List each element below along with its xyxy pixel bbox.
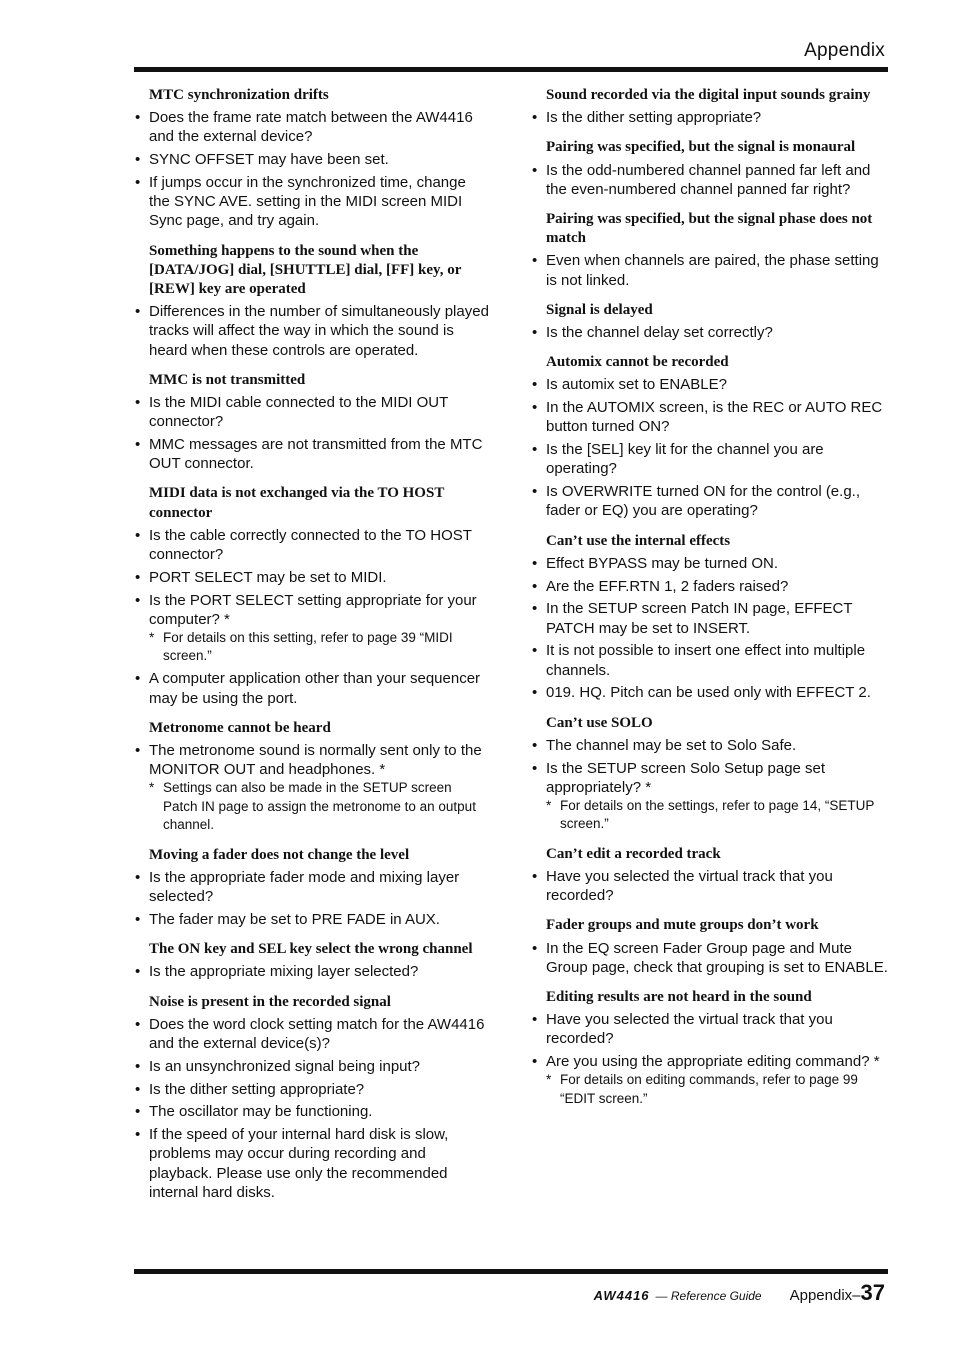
bullet-list	[149, 393, 489, 473]
section-heading: Pairing was specified, but the signal is monaural	[546, 139, 856, 156]
running-header-title: Appendix	[804, 40, 885, 61]
section-heading: The ON key and SEL key select the wrong channel	[149, 941, 473, 958]
section-heading: MIDI data is not exchanged via the TO HOST connector	[149, 485, 445, 521]
bullet-text: Are you using the appropriate editing command? *	[546, 1053, 880, 1071]
section-heading: Something happens to the sound when the [DATA/JOG] dial, [SHUTTLE] dial, [FF] key, or [REW] key are operated	[149, 242, 462, 298]
faq-section	[546, 845, 888, 906]
bullet-item	[149, 173, 489, 231]
bullet-list	[546, 323, 888, 342]
footnote-text: For details on editing commands, refer to page 99 “EDIT screen.”	[560, 1072, 858, 1106]
bullet-item	[149, 1015, 489, 1053]
faq-section	[546, 353, 888, 520]
bullet-list	[546, 1010, 888, 1108]
bullet-text: Is the [SEL] key lit for the channel you are operating?	[546, 441, 824, 478]
bullet-list	[149, 302, 489, 360]
bullet-text: It is not possible to insert one effect into multiple channels.	[546, 642, 866, 679]
bullet-text: Is OVERWRITE turned ON for the control (e.g., fader or EQ) you are operating?	[546, 483, 860, 520]
faq-section	[149, 86, 489, 231]
page-number: 37	[860, 1280, 885, 1305]
faq-section	[546, 138, 888, 199]
bullet-text: Is the appropriate fader mode and mixing layer selected?	[149, 868, 460, 906]
bullet-item	[149, 435, 489, 473]
left-column	[149, 86, 489, 1213]
section-heading: Pairing was specified, but the signal phase does not match	[546, 211, 873, 247]
faq-section	[149, 484, 489, 707]
bullet-list	[546, 736, 888, 834]
bullet-list	[149, 868, 489, 929]
faq-section	[546, 86, 888, 127]
bullet-item	[149, 150, 489, 169]
faq-section	[149, 719, 489, 835]
bullet-item	[546, 482, 888, 520]
faq-section	[149, 242, 489, 360]
bullet-list	[149, 741, 489, 835]
bullet-text: PORT SELECT may be set to MIDI.	[149, 568, 387, 586]
footnote	[546, 797, 888, 834]
bullet-text: Effect BYPASS may be turned ON.	[546, 554, 779, 572]
faq-section	[149, 940, 489, 981]
bullet-text: In the SETUP screen Patch IN page, EFFECT PATCH may be set to INSERT.	[546, 600, 853, 637]
bullet-item	[546, 323, 888, 342]
footnote-text: For details on the settings, refer to page 14, “SETUP screen.”	[560, 798, 875, 832]
bullet-item	[546, 398, 888, 436]
section-heading: Sound recorded via the digital input sounds grainy	[546, 87, 871, 103]
bullet-text: In the EQ screen Fader Group page and Mute Group page, check that grouping is set to ENABLE.	[546, 939, 888, 976]
bullet-text: Is the MIDI cable connected to the MIDI OUT connector?	[149, 394, 449, 431]
bullet-list	[546, 867, 888, 905]
bullet-text: The metronome sound is normally sent only to the MONITOR OUT and headphones. *	[149, 742, 482, 779]
bullet-text: Is automix set to ENABLE?	[546, 376, 727, 394]
section-heading: Fader groups and mute groups don’t work	[546, 917, 819, 934]
bullet-text: The oscillator may be functioning.	[149, 1103, 373, 1121]
footnote	[546, 1071, 888, 1108]
bullet-text: Are the EFF.RTN 1, 2 faders raised?	[546, 577, 789, 595]
asterisk-mark: *	[546, 798, 552, 814]
bullet-item	[149, 868, 489, 906]
bullet-text: Is the dither setting appropriate?	[149, 1080, 365, 1098]
bullet-list	[546, 251, 888, 289]
bullet-item	[149, 568, 489, 587]
asterisk-mark: *	[149, 630, 155, 646]
bullet-list	[149, 108, 489, 230]
bullet-item	[546, 577, 888, 596]
bullet-text: Have you selected the virtual track that you recorded?	[546, 868, 833, 905]
footnote	[149, 629, 489, 666]
bullet-item	[546, 251, 888, 289]
bullet-item	[149, 108, 489, 146]
bullet-item	[149, 910, 489, 929]
header-rule	[134, 67, 888, 72]
bullet-item	[149, 1102, 489, 1121]
bullet-text: If the speed of your internal hard disk is slow, problems may occur during recording and playback. Please use only the recommended internal hard disks.	[149, 1126, 449, 1201]
footnote-text: For details on this setting, refer to page 39 “MIDI screen.”	[163, 630, 453, 664]
section-heading: Metronome cannot be heard	[149, 719, 331, 736]
bullet-item	[149, 302, 489, 360]
guide-title: — Reference Guide	[655, 1289, 762, 1303]
section-heading: Editing results are not heard in the sound	[546, 989, 812, 1006]
bullet-item	[149, 962, 489, 981]
bullet-item	[546, 375, 888, 394]
bullet-text: A computer application other than your sequencer may be using the port.	[149, 670, 481, 707]
bullet-item	[149, 1080, 489, 1099]
bullet-text: The channel may be set to Solo Safe.	[546, 736, 797, 754]
product-logo: AW4416	[593, 1288, 650, 1303]
right-column	[546, 86, 888, 1119]
section-heading: Can’t use the internal effects	[546, 532, 731, 549]
bullet-text: Even when channels are paired, the phase setting is not linked.	[546, 252, 879, 289]
footnote-text: Settings can also be made in the SETUP screen Patch IN page to assign the metronome to an output channel.	[163, 780, 476, 833]
section-heading: MTC synchronization drifts	[149, 87, 329, 103]
faq-section	[149, 371, 489, 474]
section-heading: Signal is delayed	[546, 301, 653, 318]
bullet-list	[546, 161, 888, 199]
bullet-list	[546, 108, 888, 127]
page-footer	[594, 1280, 885, 1306]
bullet-item	[546, 161, 888, 199]
section-heading: Moving a fader does not change the level	[149, 846, 410, 863]
bullet-text: Is an unsynchronized signal being input?	[149, 1057, 421, 1075]
faq-section	[546, 714, 888, 834]
bullet-list	[149, 962, 489, 981]
bullet-item	[149, 393, 489, 431]
bullet-text: Is the dither setting appropriate?	[546, 109, 762, 127]
bullet-text: Differences in the number of simultaneously played tracks will affect the way in which the sound is heard when these controls are operated.	[149, 303, 489, 359]
bullet-item	[149, 526, 489, 564]
page-label: Appendix–	[789, 1287, 861, 1304]
faq-section	[546, 916, 888, 977]
bullet-item	[546, 759, 888, 834]
bullet-text: Does the frame rate match between the AW4416 and the external device?	[149, 109, 473, 146]
bullet-text: The fader may be set to PRE FADE in AUX.	[149, 910, 440, 928]
bullet-item	[149, 1057, 489, 1076]
bullet-text: Is the odd-numbered channel panned far left and the even-numbered channel panned far right?	[546, 161, 871, 198]
asterisk-mark: *	[149, 780, 155, 796]
bullet-item	[149, 1125, 489, 1202]
section-heading: Can’t edit a recorded track	[546, 845, 721, 862]
bullet-text: Is the cable correctly connected to the TO HOST connector?	[149, 526, 472, 564]
faq-section	[149, 846, 489, 929]
section-heading: Automix cannot be recorded	[546, 354, 729, 371]
bullet-text: In the AUTOMIX screen, is the REC or AUTO REC button turned ON?	[546, 399, 883, 436]
section-heading: Noise is present in the recorded signal	[149, 993, 391, 1010]
bullet-item	[546, 641, 888, 679]
bullet-text: SYNC OFFSET may have been set.	[149, 151, 389, 169]
bullet-text: Is the channel delay set correctly?	[546, 324, 773, 342]
footer-rule	[134, 1269, 888, 1274]
bullet-text: Have you selected the virtual track that you recorded?	[546, 1011, 833, 1048]
bullet-item	[149, 591, 489, 666]
bullet-text: If jumps occur in the synchronized time, change the SYNC AVE. setting in the MIDI screen MIDI Sync page, and try again.	[149, 174, 466, 230]
bullet-text: MMC messages are not transmitted from the MTC OUT connector.	[149, 436, 483, 473]
section-heading: MMC is not transmitted	[149, 371, 306, 388]
bullet-text: Does the word clock setting match for the AW4416 and the external device(s)?	[149, 1015, 485, 1052]
bullet-text: Is the appropriate mixing layer selected?	[149, 963, 419, 981]
footnote	[149, 779, 489, 834]
bullet-text: Is the SETUP screen Solo Setup page set appropriately? *	[546, 759, 826, 796]
bullet-list	[546, 554, 888, 703]
faq-section	[546, 210, 888, 290]
bullet-item	[546, 554, 888, 573]
faq-section	[149, 993, 489, 1202]
bullet-item	[149, 741, 489, 835]
faq-section	[546, 532, 888, 703]
bullet-list	[149, 1015, 489, 1202]
section-heading: Can’t use SOLO	[546, 714, 653, 731]
faq-section	[546, 301, 888, 342]
bullet-list	[149, 526, 489, 708]
bullet-item	[546, 108, 888, 127]
asterisk-mark: *	[546, 1072, 552, 1088]
bullet-item	[546, 867, 888, 905]
bullet-item	[149, 669, 489, 707]
bullet-item	[546, 683, 888, 702]
bullet-list	[546, 939, 888, 977]
bullet-text: Is the PORT SELECT setting appropriate for your computer? *	[149, 591, 477, 628]
bullet-list	[546, 375, 888, 520]
bullet-text: 019. HQ. Pitch can be used only with EFFECT 2.	[546, 684, 871, 702]
bullet-item	[546, 736, 888, 755]
bullet-item	[546, 939, 888, 977]
bullet-item	[546, 440, 888, 478]
bullet-item	[546, 1010, 888, 1048]
faq-section	[546, 988, 888, 1108]
bullet-item	[546, 599, 888, 637]
bullet-item	[546, 1052, 888, 1108]
